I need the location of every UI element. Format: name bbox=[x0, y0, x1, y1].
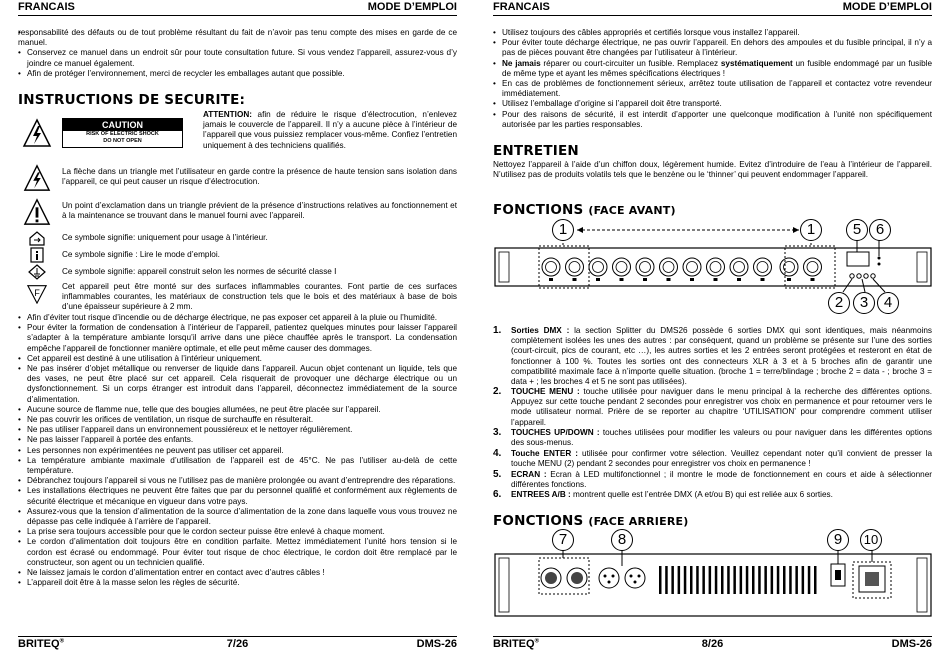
safety-bullet: • Aucune source de flamme nue, telle que des bougies allumées, ne peut être placée sur l’appareil. bbox=[18, 405, 457, 415]
xlr-connector-mark bbox=[569, 262, 580, 273]
header-rule bbox=[493, 15, 932, 16]
callout-9: 9 bbox=[827, 529, 849, 551]
xlr-connector-mark bbox=[714, 278, 718, 281]
header-language: FRANCAIS bbox=[18, 1, 75, 13]
xlr-connector-mark bbox=[566, 258, 584, 276]
front-functions-title: FONCTIONS (FACE AVANT) bbox=[493, 202, 676, 218]
page-footer bbox=[18, 638, 457, 652]
xlr-connector-mark bbox=[596, 278, 600, 281]
vent-slot bbox=[740, 566, 743, 594]
caution-label bbox=[62, 118, 183, 148]
intro-bullet: • Conservez ce manuel dans un endroit sûr pour toute consultation future. Si vous vendez l’appareil, assurez-vous d’y joindre ce manuel également. bbox=[18, 48, 457, 68]
vent-slot bbox=[733, 566, 736, 594]
xlr-connector-mark bbox=[593, 262, 604, 273]
footer-brand: BRITEQ® bbox=[493, 638, 539, 650]
intro-bullet: • Afin de protéger l’environnement, merci de recycler les emballages autant que possible. bbox=[18, 69, 457, 79]
vent-slot bbox=[659, 566, 662, 594]
page-header bbox=[493, 1, 932, 15]
vent-slot bbox=[684, 566, 687, 594]
safety-bullet: • Ne pas insérer d’objet métallique ou renverser de liquide dans l’appareil. Aucun objet contenant un liquide, tels que des vases, ne peut être placé sur cet appareil. Cela risquerait de provoquer une décharge électrique ou un dysfonctionnement. Si un corps étranger est introduit dans l’appareil, déconnectez immédiatement de la source d’alimentation. bbox=[18, 364, 457, 405]
symbol-text-indoor: Ce symbole signifie: uniquement pour usage à l’intérieur. bbox=[62, 233, 268, 242]
vent-slot bbox=[709, 566, 712, 594]
page-right bbox=[475, 0, 950, 654]
vent-slot bbox=[721, 566, 724, 594]
header-rule bbox=[18, 15, 457, 16]
function-item-2: 2. TOUCHE MENU : touche utilisée pour naviguer dans le menu principal à la recherche des différentes options. Appuyez sur cette touche pendant 2 secondes pour enregistrer vos choix en permanence et pour retourner vers le mode utilisateur normal. Prière de se reporter au chapitre ‘UTILISATION’ pour comprendre comment utiliser l’appareil. bbox=[493, 386, 932, 427]
vent-slot bbox=[746, 566, 749, 594]
xlr-connector-mark bbox=[667, 278, 671, 281]
xlr-connector-mark bbox=[780, 258, 798, 276]
safety-bullet: • La température ambiante maximale d’utilisation de l’appareil est de 45°C. Ne pas l’utiliser au-delà de cette température. bbox=[18, 456, 457, 476]
flammable-surface-icon bbox=[22, 282, 52, 307]
vent-slot bbox=[771, 566, 774, 594]
xlr-connector-mark bbox=[616, 262, 627, 273]
shock-warning-icon bbox=[22, 118, 52, 148]
symbol-text-manual: Ce symbole signifie : Lire le mode d’emploi. bbox=[62, 250, 220, 259]
footer-page-number: 8/26 bbox=[701, 638, 724, 650]
caution-sub2: DO NOT OPEN bbox=[103, 138, 142, 144]
symbol-text-voltage: La flèche dans un triangle met l’utilisateur en garde contre la présence de haute tension sans isolation dans l’appareil, ce qui peut causer un risque d’électrocution. bbox=[62, 167, 457, 187]
safety-bullet: • Ne pas utiliser l’appareil dans un environnement poussiéreux et le nettoyer régulièrement. bbox=[18, 425, 457, 435]
callout-5: 5 bbox=[846, 219, 868, 241]
page-header bbox=[18, 1, 457, 15]
xlr-connector-mark bbox=[811, 278, 815, 281]
safety-bullet: • La prise sera toujours accessible pour que le cordon secteur puisse être enlevé à chaque moment. bbox=[18, 527, 457, 537]
function-item-3: 3. TOUCHES UP/DOWN : touches utilisées pour modifier les valeurs ou pour naviguer dans les différentes options des sous-menus. bbox=[493, 427, 932, 448]
bullet-item: • Ne jamais réparer ou court-circuiter un fusible. Remplacez systématiquement un fusible endommagé par un fusible de même type et ayant les mêmes spécifications électriques ! bbox=[493, 59, 932, 79]
footer-brand: BRITEQ® bbox=[18, 638, 64, 650]
xlr-connector-mark bbox=[573, 278, 577, 281]
bullet-item: • Pour des raisons de sécurité, il est interdit d’apporter une quelconque modification à l’unité non spécifiquement autorisée par les parties responsables. bbox=[493, 110, 932, 130]
rear-panel-diagram bbox=[493, 528, 933, 628]
callout-10: 10 bbox=[860, 529, 882, 551]
xlr-connector-mark bbox=[804, 258, 822, 276]
xlr-connector-mark bbox=[784, 262, 795, 273]
symbol-text-flammable: Cet appareil peut être monté sur des surfaces inflammables courantes. Font partie de ces surfaces inflammables courantes, les matériaux de construction tels que le bois et des matériaux à base de bois d’une épaisseur supérieure à 2 mm. bbox=[62, 282, 457, 312]
safety-bullet: • Assurez-vous que la tension d’alimentation de la source d’alimentation de la zone dans laquelle vous vous trouvez ne dépasse pas celle indiquée à l’arrière de l’appareil. bbox=[18, 507, 457, 527]
footer-model: DMS-26 bbox=[416, 638, 457, 650]
safety-bullet: • Pour éviter la formation de condensation à l’intérieur de l’appareil, patientez quelques minutes pour laisser l’appareil s’adapter à la température ambiante lorsqu’il arrive dans une pièce chauffée après le transport. La condensation empêche l’appareil de fonctionner manière optimale, et elle peut même causer des dommages. bbox=[18, 323, 457, 354]
xlr-connector-mark bbox=[687, 262, 698, 273]
vent-slot bbox=[795, 566, 798, 594]
xlr-connector-mark bbox=[636, 258, 654, 276]
bullet-item: • Utilisez toujours des câbles appropriés et certifiés lorsque vous installez l’appareil. bbox=[493, 28, 932, 38]
callout-2: 2 bbox=[828, 292, 850, 314]
safety-bullet: • Afin d’éviter tout risque d’incendie ou de décharge électrique, ne pas exposer cet appareil à la pluie ou l’humidité. bbox=[18, 313, 457, 323]
vent-slot bbox=[814, 566, 817, 594]
vent-slot bbox=[727, 566, 730, 594]
caution-sub1: RISK OF ELECTRIC SHOCK bbox=[86, 131, 159, 137]
xlr-connector-mark bbox=[761, 278, 765, 281]
symbols-block bbox=[18, 110, 457, 320]
bullet-item: • Utilisez l’emballage d’origine si l’appareil doit être transporté. bbox=[493, 99, 932, 109]
xlr-connector-mark bbox=[643, 278, 647, 281]
xlr-connector-mark bbox=[613, 258, 631, 276]
xlr-connector-mark bbox=[683, 258, 701, 276]
safety-bullets bbox=[18, 313, 457, 588]
vent-slot bbox=[758, 566, 761, 594]
xlr-connector-mark bbox=[542, 258, 560, 276]
xlr-connector-mark bbox=[620, 278, 624, 281]
function-item-6: 6. ENTREES A/B : montrent quelle est l’entrée DMX (A et/ou B) qui est reliée aux 6 sorties. bbox=[493, 489, 833, 500]
vent-slot bbox=[678, 566, 681, 594]
callout-3: 3 bbox=[853, 292, 875, 314]
xlr-connector-mark bbox=[754, 258, 772, 276]
class1-safety-icon bbox=[22, 264, 52, 283]
callout-1-right: 1 bbox=[800, 219, 822, 241]
callout-4: 4 bbox=[877, 292, 899, 314]
footer-rule bbox=[18, 636, 457, 637]
safety-bullet: • Ne pas couvrir les orifices de ventilation, un risque de surchauffe en résulterait. bbox=[18, 415, 457, 425]
safety-bullet: • Les installations électriques ne peuvent être faites que par du personnel qualifié et conformément aux règlements de sécurité électrique et mécanique en vigueur dans votre pays. bbox=[18, 486, 457, 506]
lightning-triangle-icon bbox=[22, 164, 52, 195]
header-title: MODE D’EMPLOI bbox=[842, 1, 932, 13]
vent-slot bbox=[802, 566, 805, 594]
callout-8: 8 bbox=[611, 529, 633, 551]
intro-list bbox=[18, 28, 457, 79]
safety-bullet: • Les personnes non expérimentées ne peuvent pas utiliser cet appareil. bbox=[18, 446, 457, 456]
vent-slot bbox=[696, 566, 699, 594]
xlr-connector-mark bbox=[757, 262, 768, 273]
xlr-connector-mark bbox=[730, 258, 748, 276]
vent-slot bbox=[789, 566, 792, 594]
symbol-text-exclamation: Un point d’exclamation dans un triangle prévient de la présence d’instructions relatives au fonctionnement et à la maintenance se trouvant dans le manuel fourni avec l’appareil. bbox=[62, 201, 457, 221]
safety-bullet: • L’appareil doit être à la masse selon les règles de sécurité. bbox=[18, 578, 457, 588]
footer-model: DMS-26 bbox=[891, 638, 932, 650]
vent-slot bbox=[808, 566, 811, 594]
safety-title: INSTRUCTIONS DE SECURITE: bbox=[18, 92, 246, 108]
maintenance-text: Nettoyez l’appareil à l’aide d’un chiffon doux, légèrement humide. Evitez d’introduire de l’eau à l’intérieur de l’appareil. N’utilisez pas de produits volatils tels que le benzène ou le ‘thinner’ qui peuvent endommager l’appareil. bbox=[493, 160, 932, 180]
safety-bullets-continued bbox=[493, 28, 932, 130]
bullet-item: • Pour éviter toute décharge électrique, ne pas ouvrir l’appareil. En dehors des ampoules et du fusible principal, il n’y a pas de pièces pouvant être changées par l’utilisateur à l’intérieur. bbox=[493, 38, 932, 58]
function-item-4: 4. Touche ENTER : utilisée pour confirmer votre sélection. Veuillez cependant noter qu’il convient de presser la touche MENU (2) pendant 2 secondes pour enregistrer vos choix en permanence ! bbox=[493, 448, 932, 469]
xlr-connector-mark bbox=[807, 262, 818, 273]
vent-slot bbox=[690, 566, 693, 594]
xlr-connector-mark bbox=[734, 262, 745, 273]
vent-slot bbox=[702, 566, 705, 594]
xlr-connector-mark bbox=[549, 278, 553, 281]
vent-slot bbox=[715, 566, 718, 594]
footer-rule bbox=[493, 636, 932, 637]
xlr-connector-mark bbox=[737, 278, 741, 281]
attention-text bbox=[203, 110, 457, 151]
xlr-connector-mark bbox=[660, 258, 678, 276]
xlr-connector-mark bbox=[546, 262, 557, 273]
vent-slot bbox=[752, 566, 755, 594]
safety-bullet: • Le cordon d’alimentation doit toujours être en condition parfaite. Mettez immédiatement l’unité hors tension si le cordon est écrasé ou endommagé. Pour éviter tout risque de choc électrique, le cordon doit être remplacé par le constructeur, son agent ou un technicien qualifié. bbox=[18, 537, 457, 568]
symbol-text-class1: Ce symbole signifie: appareil construit selon les normes de sécurité classe I bbox=[62, 267, 337, 276]
header-title: MODE D’EMPLOI bbox=[367, 1, 457, 13]
xlr-connector-mark bbox=[690, 278, 694, 281]
attention-body: afin de réduire le risque d’électrocution, n’enlevez jamais le couvercle de l’appareil. Il n’y a aucune pièce à l’intérieur de l’appareil que vous puissiez remplacer vous-même. Confiez l’entretien uniquement à des techniciens qualifiés. bbox=[203, 110, 457, 150]
safety-bullet: • Débranchez toujours l’appareil si vous ne l’utilisez pas de manière prolongée ou avant d’entreprendre des réparations. bbox=[18, 476, 457, 486]
xlr-connector-mark bbox=[787, 278, 791, 281]
safety-bullet: • Ne pas laisser l’appareil à portée des enfants. bbox=[18, 435, 457, 445]
header-language: FRANCAIS bbox=[493, 1, 550, 13]
callout-7: 7 bbox=[552, 529, 574, 551]
xlr-connector-mark bbox=[589, 258, 607, 276]
function-item-1: 1. Sorties DMX : la section Splitter du DMS26 possède 6 sorties DMX qui sont identiques, mais néanmoins complètement isolées les unes des autres : par conséquent, quand un problème se présente sur l’une des sorties (court-circuit, pics de courant, etc …), les autres sorties et les 2 entrées seront protégées et resteront en état de fonctionner à 100 %. Toutes les sorties ont des connecteurs XLR à 3 et à 5 broches afin de garantir une compatibilité maximale face à n’importe quelle situation. (broche 1 = terre/blindage ; broche 2 = data - ; broche 3 = data + ; les broches 4 et 5 ne sont pas utilisées). bbox=[493, 325, 932, 387]
maintenance-title: ENTRETIEN bbox=[493, 143, 579, 159]
safety-bullet: • Ne laissez jamais le cordon d’alimentation entrer en contact avec d’autres câbles ! bbox=[18, 568, 457, 578]
vent-slot bbox=[764, 566, 767, 594]
vent-slot bbox=[671, 566, 674, 594]
front-panel-diagram bbox=[493, 218, 933, 318]
bullet-item: • En cas de problèmes de fonctionnement sérieux, arrêtez toute utilisation de l’appareil et contactez votre revendeur immédiatement. bbox=[493, 79, 932, 99]
page-footer bbox=[493, 638, 932, 652]
function-item-5: 5. ECRAN : Ecran à LED multifonctionnel ; il montre le mode de fonctionnement en cours et aide à sélectionner différentes fonctions. bbox=[493, 469, 932, 490]
footer-page-number: 7/26 bbox=[226, 638, 249, 650]
xlr-connector-mark bbox=[710, 262, 721, 273]
svg-text:F: F bbox=[34, 287, 40, 298]
xlr-connector-mark bbox=[707, 258, 725, 276]
exclamation-triangle-icon bbox=[22, 198, 52, 229]
xlr-connector-mark bbox=[640, 262, 651, 273]
safety-bullet: • Cet appareil est destiné à une utilisation à l’intérieur uniquement. bbox=[18, 354, 457, 364]
callout-6: 6 bbox=[869, 219, 891, 241]
caution-title: CAUTION bbox=[63, 119, 182, 131]
callout-1-left: 1 bbox=[552, 219, 574, 241]
intro-continued: • responsabilité des défauts ou de tout problème résultant du fait de n’avoir pas tenu compte des mises en garde de ce manuel. bbox=[18, 28, 457, 48]
vent-slot bbox=[665, 566, 668, 594]
vent-slot bbox=[777, 566, 780, 594]
rear-functions-title: FONCTIONS (FACE ARRIERE) bbox=[493, 513, 689, 529]
functions-list bbox=[493, 326, 932, 506]
xlr-connector-mark bbox=[663, 262, 674, 273]
vent-slot bbox=[783, 566, 786, 594]
attention-label: ATTENTION: bbox=[203, 110, 252, 119]
